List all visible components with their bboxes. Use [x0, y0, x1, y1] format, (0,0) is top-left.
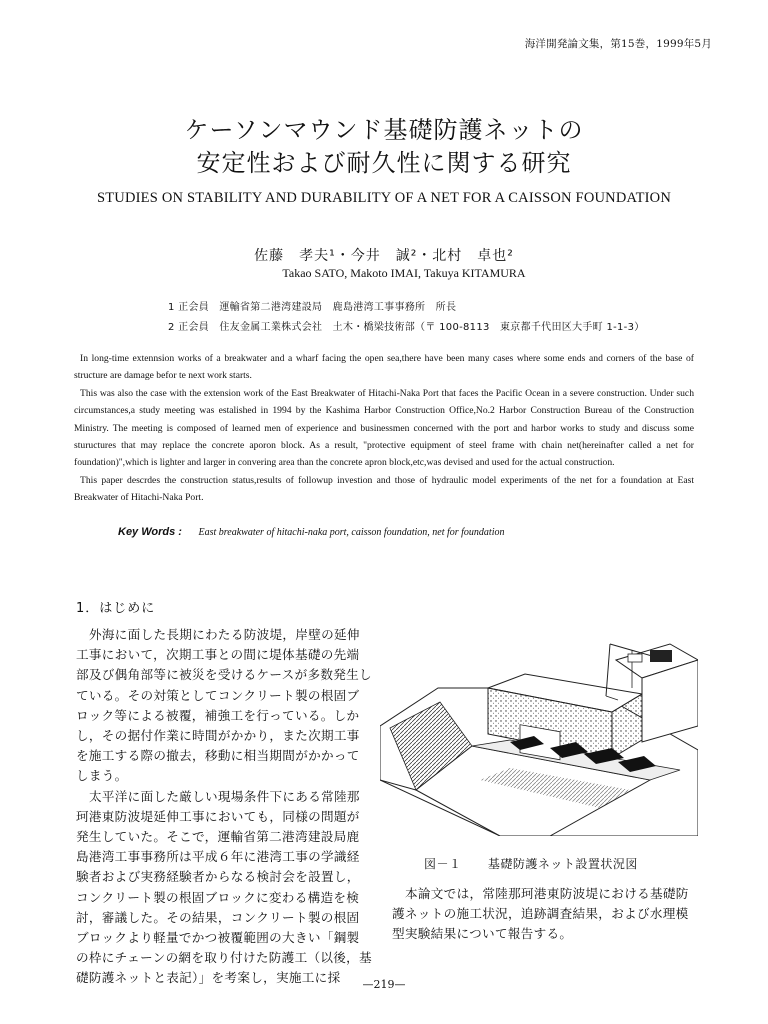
- figure-caption: [424, 855, 638, 872]
- title-english: STUDIES ON STABILITY AND DURABILITY OF A NET FOR A CAISSON FOUNDATION: [96, 190, 671, 206]
- figure-number: 図－１: [424, 857, 462, 871]
- keywords-label: Key Words :: [118, 526, 182, 538]
- keywords: [118, 526, 505, 538]
- page-number: —219—: [362, 978, 406, 991]
- body-paragraph-1: 外海に面した長期にわたる防波堤，岸壁の延伸工事において，次期工事との間に堤体基礎の先端部及び偶角部等に被災を受けるケースが多数発生している。その対策としてコンクリート製の根固ブロック等による被覆，補強工を行っている。しかし，その据付作業に時間がかかり，また次期工事を施工する際の撤去，移動に相当期間がかかってしまう。: [76, 627, 372, 784]
- body-right-column: [392, 884, 696, 945]
- abstract: [74, 350, 694, 507]
- title-japanese: [0, 114, 768, 180]
- authors-japanese: 佐藤 孝夫¹・今井 誠²・北村 卓也²: [254, 248, 514, 264]
- abstract-paragraph-2: This was also the case with the extension work of the East Breakwater of Hitachi-Naka Port that faces the Pacific Ocean in a severe construction. Under such circumstances,a study meeting was estalished in 1994 by the Kashima Harbor Construction Office,No.2 Harbor Construction Bureau of the Construction Ministry. The meeting is composed of learned men of experience and businessmen concerned with the port and harbor works to study and discuss some stuructures that may replace the concrete aporon block. As a result, "protective equipment of steel frame with chain net(hereinafter called a net for foundation)",which is lighter and larger in convering area than the concrete apron block,etc,was devised and used for the actual construction.: [74, 387, 694, 469]
- body-paragraph-2: 太平洋に面した厳しい現場条件下にある常陸那珂港東防波堤延伸工事においても，同様の問題が発生していた。そこで，運輸省第二港湾建設局鹿島港湾工事事務所は平成６年に港湾工事の学識経験者および実務経験者からなる検討会を設置し，コンクリート製の根固ブロックに変わる構造を検討，審議した。その結果，コンクリート製の根固ブロックより軽量でかつ被覆範囲の大きい「鋼製の枠にチェーンの網を取り付けた防護工（以後，基礎防護ネットと表記）」を考案し，実施工に採: [76, 788, 372, 986]
- abstract-paragraph-1: In long-time extennsion works of a breakwater and a wharf facing the open sea,there have been many cases where some ends and corners of the base of structure are damage befor te next work starts.: [74, 353, 694, 382]
- section-heading: 1．はじめに: [76, 601, 156, 616]
- keywords-text: East breakwater of hitachi-naka port, caisson foundation, net for foundation: [198, 527, 505, 538]
- figure-illustration: [380, 630, 698, 836]
- title-ja-line2: 安定性および耐久性に関する研究: [196, 149, 572, 177]
- figure-caption-text: 基礎防護ネット設置状況図: [487, 857, 638, 871]
- affiliation-1: 1 正会員 運輸省第二港湾建設局 鹿島港湾工事事務所 所長: [168, 302, 457, 313]
- figure-net-installation-diagram: [380, 630, 698, 840]
- abstract-paragraph-3: This paper descrdes the construction status,results of followup investion and those of hydraulic model experiments of the net for a foundation at East Breakwater of Hitachi-Naka Port.: [74, 474, 694, 504]
- affiliation-2: 2 正会員 住友金属工業株式会社 土木・橋梁技術部（〒 100-8113 東京都千代田区大手町 1-1-3）: [168, 322, 645, 333]
- body-left-column: [76, 625, 372, 989]
- body-paragraph-3: 本論文では，常陸那珂港東防波堤における基礎防護ネットの施工状況，追跡調査結果，および水理模型実験結果について報告する。: [392, 886, 689, 942]
- journal-header: 海洋開発論文集，第15巻，1999年5月: [524, 38, 712, 50]
- title-ja-line1: ケーソンマウンド基礎防護ネットの: [184, 116, 584, 144]
- authors-english: Takao SATO, Makoto IMAI, Takuya KITAMURA: [282, 266, 526, 280]
